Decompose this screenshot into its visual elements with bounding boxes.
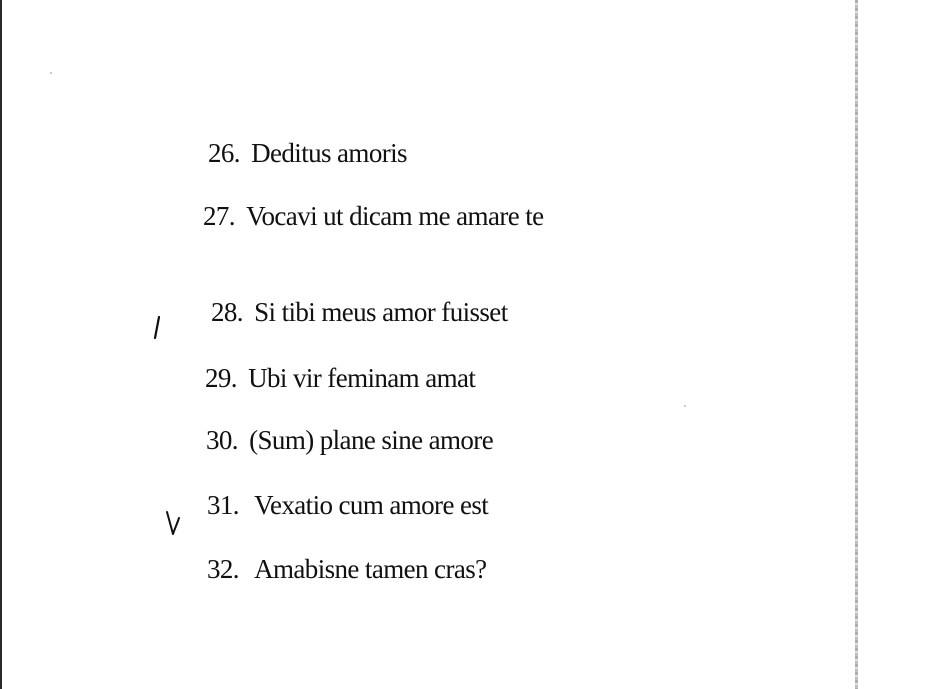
scan-speck: [50, 72, 52, 74]
list-item-26: [208, 137, 407, 169]
item-number: 26.: [208, 138, 240, 168]
item-text: Si tibi meus amor fuisset: [254, 297, 508, 327]
item-text: Deditus amoris: [251, 138, 407, 168]
scan-speck: [684, 405, 686, 407]
item-text: Vocavi ut dicam me amare te: [246, 201, 544, 231]
page-left-border: [0, 0, 2, 689]
item-number: 32.: [207, 554, 239, 584]
item-number: 27.: [203, 201, 235, 231]
list-item-27: [203, 200, 544, 232]
item-number: 30.: [206, 425, 238, 455]
list-item-32: [207, 553, 487, 585]
list-item-30: [206, 424, 493, 456]
item-number: 31.: [207, 490, 239, 520]
item-text: (Sum) plane sine amore: [249, 425, 494, 455]
list-item-29: [205, 362, 475, 394]
item-text: Vexatio cum amore est: [254, 490, 489, 520]
check-mark-icon: [163, 508, 185, 542]
check-mark-icon: [150, 314, 164, 342]
page-right-edge-shadow: [855, 0, 858, 689]
item-number: 29.: [205, 363, 237, 393]
item-text: Amabisne tamen cras?: [254, 554, 487, 584]
item-text: Ubi vir feminam amat: [248, 363, 476, 393]
item-number: 28.: [211, 297, 243, 327]
list-item-28: [211, 296, 508, 328]
list-item-31: [207, 489, 488, 521]
